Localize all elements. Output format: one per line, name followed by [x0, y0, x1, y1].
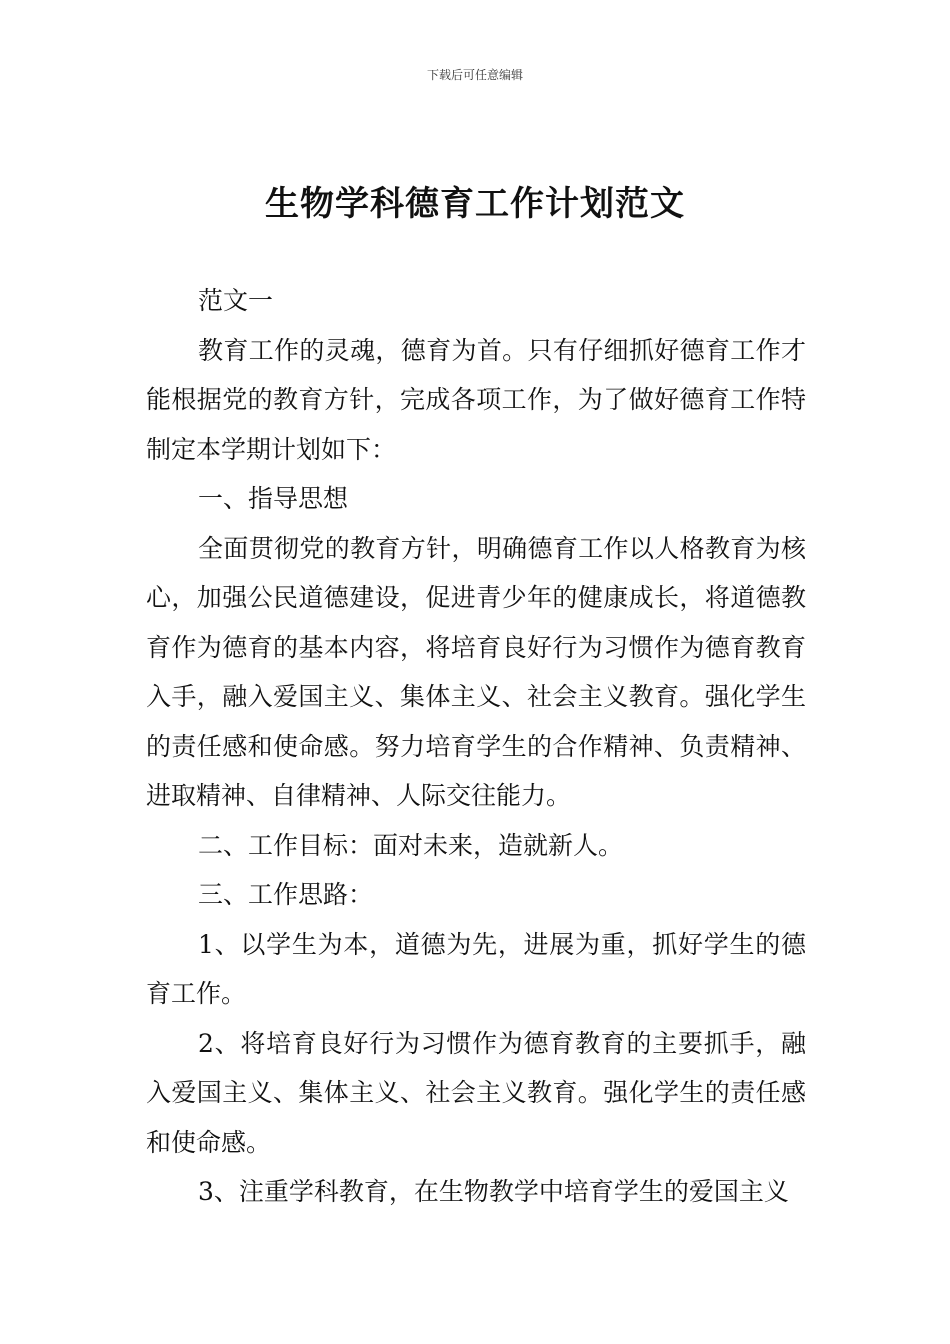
heading-guiding-thought: 一、指导思想	[198, 484, 349, 513]
list-item-1: 1、以学生为本，道德为先，进展为重，抓好学生的德育工作。	[146, 929, 806, 1008]
paragraph-guiding-thought: 全面贯彻党的教育方针，明确德育工作以人格教育为核心，加强公民道德建设，促进青少年的健康成长，将道德教育作为德育的基本内容，将培育良好行为习惯作为德育教育入手，融入爱国主义、集体主义、社会主义教育。强化学生的责任感和使命感。努力培育学生的合作精神、负责精神、进取精神、自律精神、人际交往能力。	[146, 533, 806, 810]
list-item-3: 3、注重学科教育，在生物教学中培育学生的爱国主义	[198, 1177, 789, 1206]
list-item-2: 2、将培育良好行为习惯作为德育教育的主要抓手，融入爱国主义、集体主义、社会主义教育。强化学生的责任感和使命感。	[146, 1028, 806, 1157]
document-body	[146, 276, 806, 1217]
paragraph-section-label: 范文一	[198, 286, 274, 315]
header-note: 下载后可任意编辑	[426, 68, 523, 82]
page-title: 生物学科德育工作计划范文	[265, 184, 685, 224]
heading-work-approach: 三、工作思路：	[198, 880, 374, 909]
heading-work-goal: 二、工作目标：面对未来，造就新人。	[198, 830, 624, 860]
paragraph-intro: 教育工作的灵魂，德育为首。只有仔细抓好德育工作才能根据党的教育方针，完成各项工作，为了做好德育工作特制定本学期计划如下：	[146, 335, 806, 464]
